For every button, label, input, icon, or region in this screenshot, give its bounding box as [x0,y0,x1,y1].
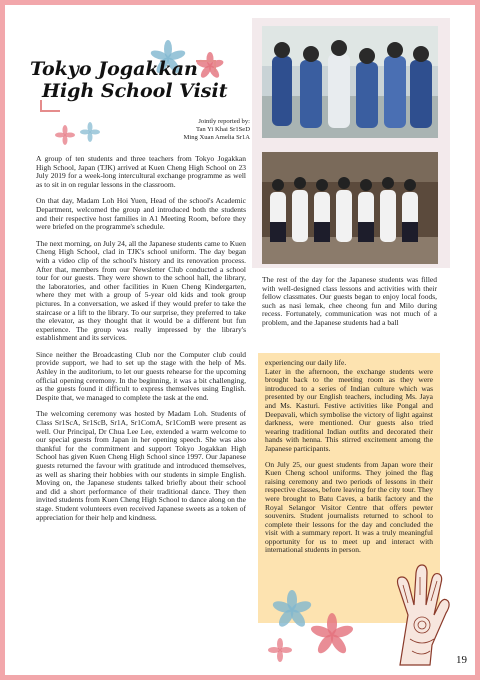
photo-students-hallway [262,26,438,138]
paragraph: experiencing our daily life. Later in the afternoon, the exchange students were brought back to the meeting room as they were introduced to a series of Indian culture which was presented by our English teachers, including Ms. Jaya and Ms. Kasturi. Festive activities like Pongal and Deepavali, which symbolise the victory of light against darkness, were mentioned. Our guests also tried wearing traditional Indian outfits and decorated their hands with henna. This stirred excitement among the Japanese participants. [265,358,433,453]
paragraph: The rest of the day for the Japanese students was filled with well-designed class lessons and activities with their fellow classmates. Our guests began to enjoy local foods, such as nasi lemak, chee cheong fun and Milo during recess. Fortunately, communication was not much of a problem, and the Japanese students had a ball [262,275,437,327]
paragraph: On July 25, our guest students from Japan wore their Kuen Cheng school uniforms. They joined the flag raising ceremony and two periods of lessons in their respective classes, before leaving for the city tour. They were brought to Batu Caves, a batik factory and the Royal Selangor Visitor Centre that offers pewter souvenirs. Student journalists returned to school to complete their lessons for the day and concluded the visit with a summary report. It was a truly meaningful opportunity for us to meet up and interact with international students in person. [265,459,433,555]
paragraph: Since neither the Broadcasting Club nor the Computer club could provide support, we had to set up the stage with the help of Ms. Ashley in the auditorium, to let our guests rehearse for the upcoming official opening ceremony. In the beginning, it was a bit challenging, as the guests found it difficult to express themselves using English. Despite that, we managed to complete the task at the end. [36,349,246,402]
title-bracket-top [196,60,216,72]
article-title [30,58,250,102]
paragraph: The welcoming ceremony was hosted by Madam Loh. Students of Class Sr1ScA, Sr1ScB, Sr1A, Sr1ComA, Sr1ComB were present as well. Our Principal, Dr Chua Lee Lee, extended a warm welcome to our special guests from Japan in her opening speech. She was also thankful for the commitment and support Tokyo Jogakkan High School has given Kuen Cheng High School since 1997. Our Japanese guests returned the favour with gratitude and introduced themselves, as well as sharing their hobbies with our students in simple English. Moving on, the Japanese students talked briefly about their school and did a short performance of their traditional dance. They then invited students from Kuen Cheng High School to dance along on the stage. Student volunteers even received Japanese sweets as a token of appreciation for their help and kindness. [36,409,246,522]
reporter-credits [150,118,250,142]
flower-decoration-bottom [262,580,382,670]
paragraph: The next morning, on July 24, all the Japanese students came to Kuen Cheng High School, clad in TJK's school uniform. The day began with a video clip of the school's history and its renovation process. After that, members from our Newsletter Club conducted a school tour for our guests. They were shown to the school hall, the library, the laboratories, and other facilities in Kuen Cheng Kindergarten, where they met with a group of 5-year old kids and took group pictures. In a conversation, we asked if they would prefer to take the staircase or a lift to the library. To our surprise, they preferred to take the elevator, as they thought that it would be a different but fun experience. The group was really impressed by the library's establishment and its services. [36,238,246,343]
title-bracket-bottom [40,100,60,112]
henna-hand-illustration [380,555,452,667]
article-body-left [36,155,246,530]
title-line-1: Tokyo Jogakkan [30,58,198,80]
flower-decoration-small [50,120,110,150]
page-number: 19 [456,654,467,666]
title-line-2: High School Visit [42,80,228,102]
article-body-right-top [262,276,437,336]
reporter-name-2: Ming Xuan Amelia Sr1A [183,134,250,141]
photo-group-picture [262,152,438,264]
paragraph: A group of ten students and three teachers from Tokyo Jogakkan High School, Japan (TJK) arrived at Kuen Cheng High School on 23 July 2019 for a week-long intercultural exchange programme as well as to sit in on regular lessons in the classroom. [36,154,246,189]
paragraph: On that day, Madam Loh Hoi Yuen, Head of the school's Academic Department, welcomed the group and introduced both the students and their respective host families in A1 Meeting Room, before they were briefed on the programme's schedule. [36,196,246,232]
reported-by-label: Jointly reported by: [198,118,250,125]
reporter-name-1: Tan Yi Khai Sr1SeD [195,126,250,133]
